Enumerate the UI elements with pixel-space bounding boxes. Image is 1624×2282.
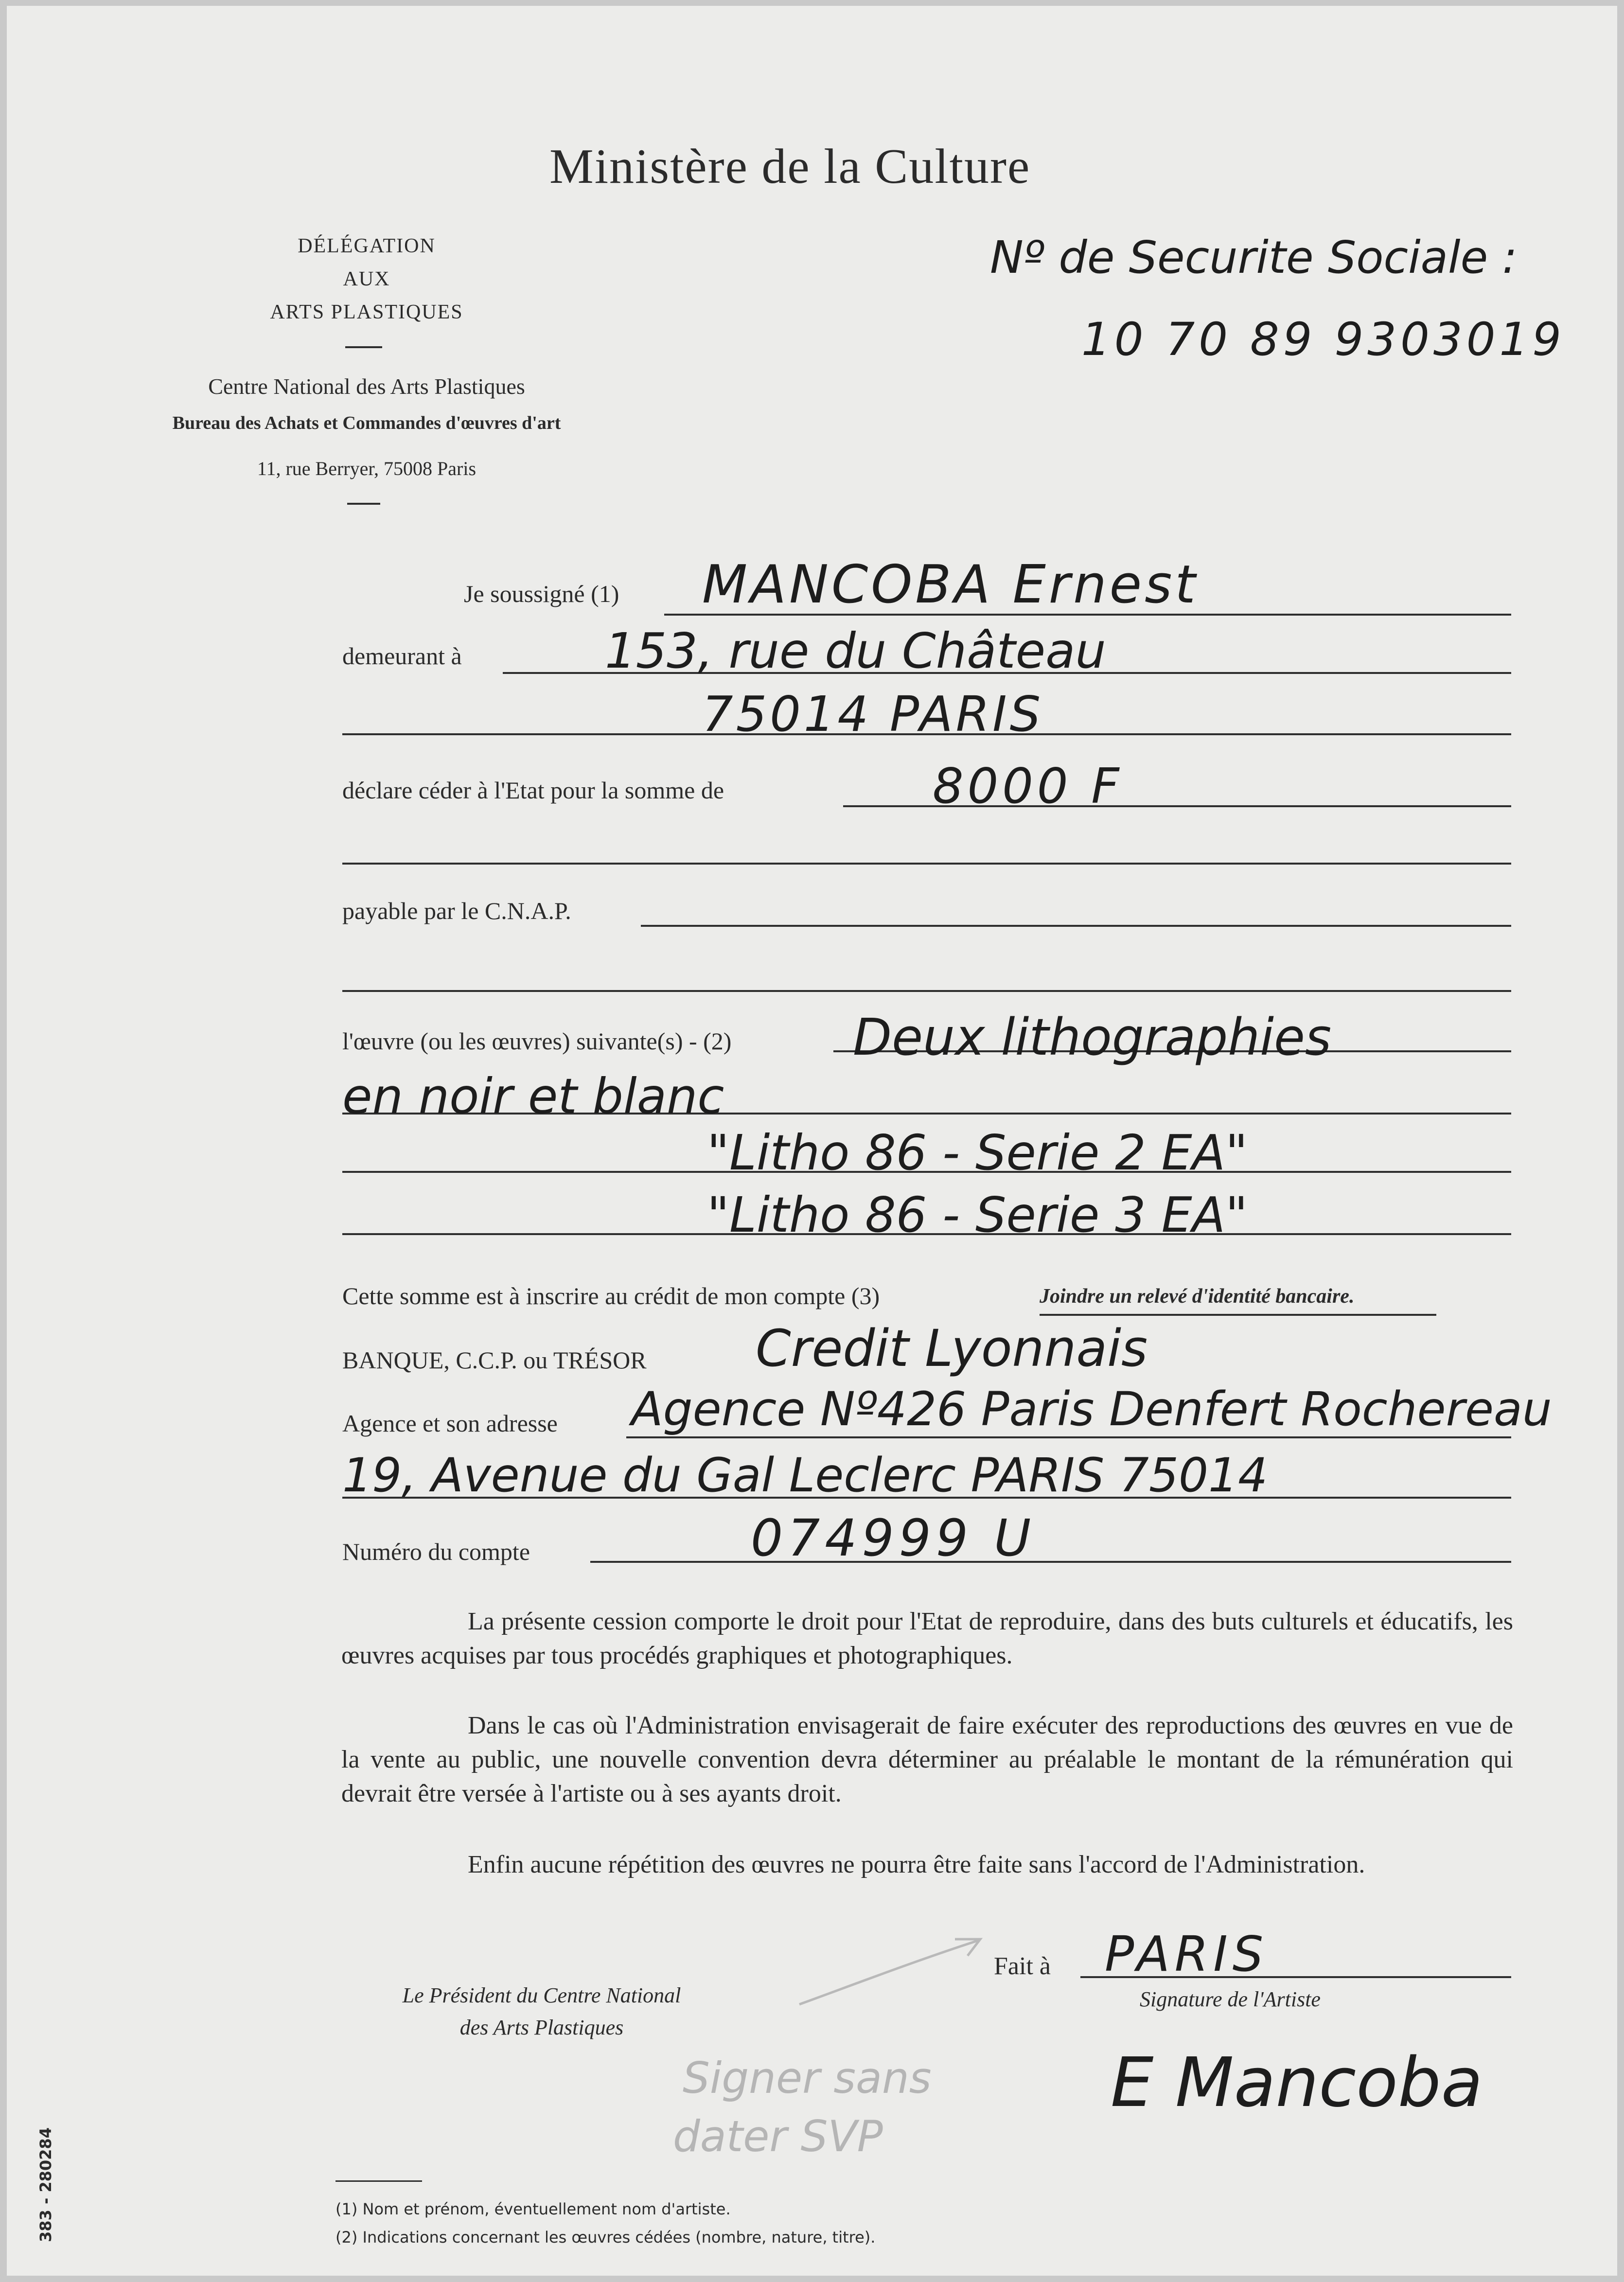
field-value-works-1[interactable]: Deux lithographies: [853, 1008, 1332, 1067]
delegation-line-2: AUX: [343, 268, 390, 290]
footnote-divider: [335, 2180, 422, 2182]
field-value-works-4[interactable]: "Litho 86 - Serie 3 EA": [707, 1186, 1248, 1243]
field-value-works-2[interactable]: en noir et blanc: [342, 1068, 724, 1125]
field-label-name: Je soussigné (1): [464, 580, 619, 607]
field-label-bank: BANQUE, C.C.P. ou TRÉSOR: [342, 1346, 647, 1374]
artist-signature-caption: Signature de l'Artiste: [1140, 1987, 1321, 2011]
field-line-blank-1: [342, 863, 1511, 865]
credit-instruction-label: Cette somme est à inscrire au crédit de mon compte (3): [342, 1282, 880, 1309]
field-label-address: demeurant à: [342, 642, 462, 670]
credit-instruction-note: Joindre un relevé d'identité bancaire.: [1040, 1285, 1355, 1308]
form-reference-number: 383 - 280284: [36, 2127, 55, 2242]
field-value-works-3[interactable]: "Litho 86 - Serie 2 EA": [707, 1124, 1248, 1181]
paragraph-sale-reproductions: Dans le cas où l'Administration envisagerait de faire exécuter des reproductions des œuvres en vue de la vente au public, une nouvelle convention devra déterminer au préalable le montant de la rémunération qui devrait être versée à l'artiste ou à ses ayants droit.: [341, 1712, 1513, 1807]
president-caption-line-1: Le Président du Centre National: [402, 1983, 681, 2007]
field-label-account: Numéro du compte: [342, 1538, 530, 1565]
field-label-works: l'œuvre (ou les œuvres) suivante(s) - (2): [342, 1027, 732, 1055]
field-label-place: Fait à: [994, 1952, 1051, 1980]
field-value-address-2[interactable]: 75014 PARIS: [702, 686, 1044, 743]
field-value-address-1[interactable]: 153, rue du Château: [605, 622, 1106, 679]
cnap-name: Centre National des Arts Plastiques: [208, 374, 525, 399]
field-value-agency-1[interactable]: Agence Nº426 Paris Denfert Rochereau: [631, 1382, 1552, 1436]
field-label-payable: payable par le C.N.A.P.: [342, 897, 571, 924]
field-value-amount[interactable]: 8000 F: [933, 758, 1123, 814]
handwritten-social-security-label: Nº de Securite Sociale :: [990, 231, 1518, 283]
footnote-1: (1) Nom et prénom, éventuellement nom d'artiste.: [335, 2200, 731, 2218]
handwritten-social-security-number: 10 70 89 9303019: [1081, 313, 1566, 366]
delegation-line-3: ARTS PLASTIQUES: [270, 301, 463, 323]
president-caption-line-2: des Arts Plastiques: [459, 2016, 624, 2039]
bureau-name: Bureau des Achats et Commandes d'œuvres d'art: [172, 413, 561, 433]
delegation-line-1: DÉLÉGATION: [298, 235, 436, 257]
credit-note-underline: [1040, 1314, 1436, 1316]
page-title: Ministère de la Culture: [549, 139, 1031, 194]
paragraph-no-repetition: Enfin aucune répétition des œuvres ne pourra être faite sans l'accord de l'Administration.: [468, 1851, 1365, 1878]
pencil-note-line-1: Signer sans: [683, 2053, 932, 2103]
footnote-2: (2) Indications concernant les œuvres cédées (nombre, nature, titre).: [335, 2228, 876, 2247]
field-value-bank[interactable]: Credit Lyonnais: [756, 1319, 1148, 1378]
paragraph-reproduction-rights: La présente cession comporte le droit pour l'Etat de reproduire, dans des buts culturels et éducatifs, les œuvres acquises par tous procédés graphiques et photographiques.: [341, 1608, 1513, 1669]
pencil-note-line-2: dater SVP: [673, 2111, 883, 2161]
field-value-agency-2[interactable]: 19, Avenue du Gal Leclerc PARIS 75014: [342, 1448, 1268, 1503]
field-value-place[interactable]: PARIS: [1105, 1926, 1269, 1982]
pencil-arrow: [794, 1931, 989, 2009]
field-value-name[interactable]: MANCOBA Ernest: [702, 554, 1199, 615]
field-label-agency: Agence et son adresse: [342, 1410, 558, 1437]
field-line-payable: [641, 925, 1511, 927]
field-line-agency-1: [626, 1436, 1511, 1438]
field-value-account[interactable]: 074999 U: [751, 1508, 1036, 1568]
artist-signature: E Mancoba: [1111, 2043, 1483, 2123]
field-label-amount: déclare céder à l'Etat pour la somme de: [342, 777, 724, 804]
letterhead-address: 11, rue Berryer, 75008 Paris: [257, 458, 477, 479]
document-page: [7, 6, 1617, 2276]
letterhead-divider-1: [345, 346, 382, 348]
field-line-blank-2: [342, 990, 1511, 992]
field-line-account: [590, 1561, 1511, 1563]
letterhead-divider-2: [347, 503, 380, 505]
